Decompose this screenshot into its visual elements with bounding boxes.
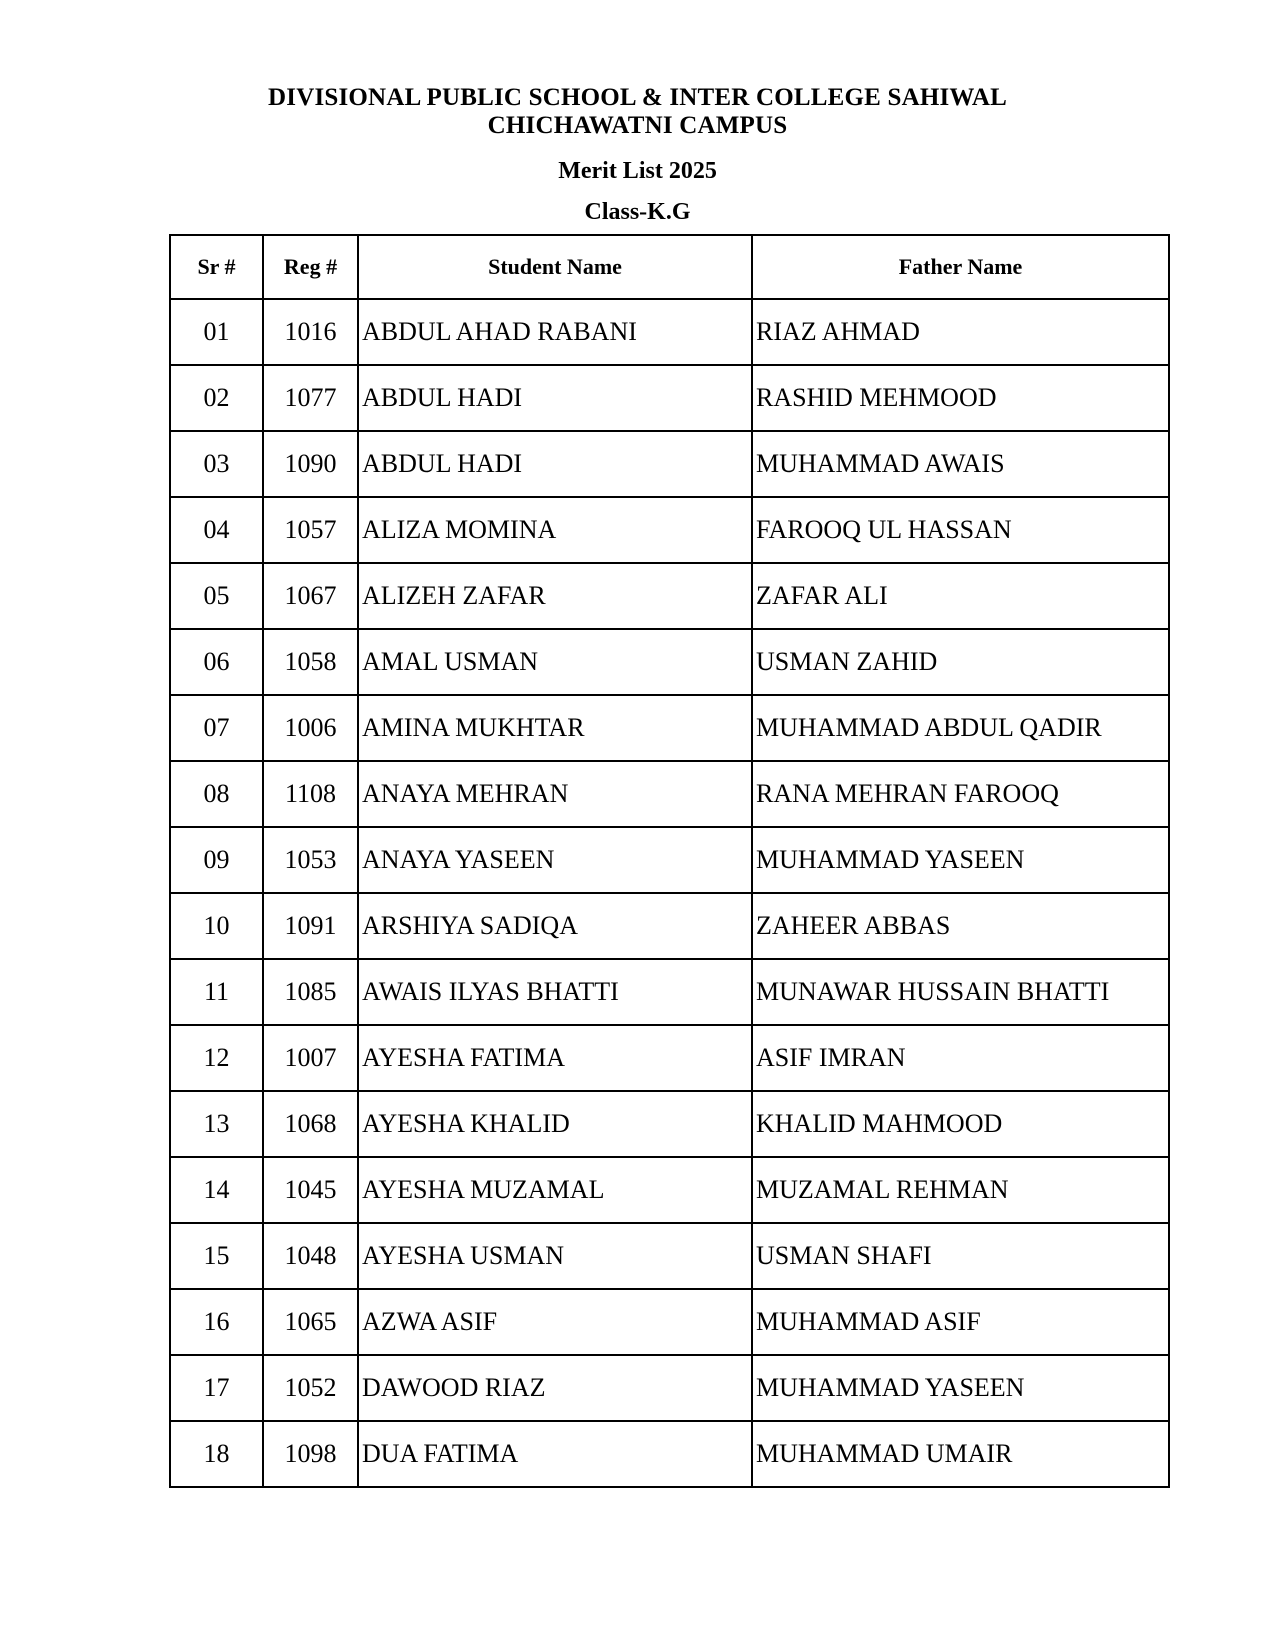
sr-number-cell: 06 bbox=[170, 629, 263, 695]
student-name-cell: ALIZEH ZAFAR bbox=[358, 563, 752, 629]
table-row bbox=[170, 827, 1169, 893]
sr-number-cell: 01 bbox=[170, 299, 263, 365]
reg-number-cell: 1085 bbox=[263, 959, 358, 1025]
table-row bbox=[170, 893, 1169, 959]
father-name-cell: USMAN ZAHID bbox=[752, 629, 1169, 695]
column-header-father-name: Father Name bbox=[752, 235, 1169, 299]
reg-number-cell: 1091 bbox=[263, 893, 358, 959]
sr-number-cell: 10 bbox=[170, 893, 263, 959]
campus-name: CHICHAWATNI CAMPUS bbox=[487, 112, 788, 139]
reg-number-cell: 1090 bbox=[263, 431, 358, 497]
reg-number-cell: 1067 bbox=[263, 563, 358, 629]
table-header-row bbox=[170, 235, 1169, 299]
student-name-cell: DUA FATIMA bbox=[358, 1421, 752, 1487]
sr-number-cell: 13 bbox=[170, 1091, 263, 1157]
table-row bbox=[170, 299, 1169, 365]
class-title: Class-K.G bbox=[584, 199, 691, 225]
sr-number-cell: 05 bbox=[170, 563, 263, 629]
student-name-cell: ANAYA MEHRAN bbox=[358, 761, 752, 827]
father-name-cell: MUHAMMAD ASIF bbox=[752, 1289, 1169, 1355]
reg-number-cell: 1098 bbox=[263, 1421, 358, 1487]
father-name-cell: FAROOQ UL HASSAN bbox=[752, 497, 1169, 563]
reg-number-cell: 1007 bbox=[263, 1025, 358, 1091]
reg-number-cell: 1108 bbox=[263, 761, 358, 827]
table-row bbox=[170, 431, 1169, 497]
sr-number-cell: 11 bbox=[170, 959, 263, 1025]
table-row bbox=[170, 1355, 1169, 1421]
sr-number-cell: 07 bbox=[170, 695, 263, 761]
student-name-cell: AWAIS ILYAS BHATTI bbox=[358, 959, 752, 1025]
father-name-cell: ASIF IMRAN bbox=[752, 1025, 1169, 1091]
sr-number-cell: 04 bbox=[170, 497, 263, 563]
student-name-cell: AMAL USMAN bbox=[358, 629, 752, 695]
table-row bbox=[170, 1421, 1169, 1487]
father-name-cell: MUZAMAL REHMAN bbox=[752, 1157, 1169, 1223]
student-name-cell: ANAYA YASEEN bbox=[358, 827, 752, 893]
reg-number-cell: 1068 bbox=[263, 1091, 358, 1157]
father-name-cell: RASHID MEHMOOD bbox=[752, 365, 1169, 431]
father-name-cell: MUHAMMAD YASEEN bbox=[752, 827, 1169, 893]
table-row bbox=[170, 629, 1169, 695]
reg-number-cell: 1077 bbox=[263, 365, 358, 431]
reg-number-cell: 1052 bbox=[263, 1355, 358, 1421]
merit-list-title: Merit List 2025 bbox=[558, 158, 717, 184]
reg-number-cell: 1006 bbox=[263, 695, 358, 761]
sr-number-cell: 16 bbox=[170, 1289, 263, 1355]
reg-number-cell: 1065 bbox=[263, 1289, 358, 1355]
student-name-cell: AYESHA USMAN bbox=[358, 1223, 752, 1289]
sr-number-cell: 12 bbox=[170, 1025, 263, 1091]
father-name-cell: ZAHEER ABBAS bbox=[752, 893, 1169, 959]
student-name-cell: AZWA ASIF bbox=[358, 1289, 752, 1355]
table-row bbox=[170, 959, 1169, 1025]
sr-number-cell: 08 bbox=[170, 761, 263, 827]
table-row bbox=[170, 365, 1169, 431]
table-row bbox=[170, 695, 1169, 761]
student-name-cell: AYESHA FATIMA bbox=[358, 1025, 752, 1091]
father-name-cell: RANA MEHRAN FAROOQ bbox=[752, 761, 1169, 827]
column-header-sr: Sr # bbox=[170, 235, 263, 299]
column-header-reg: Reg # bbox=[263, 235, 358, 299]
reg-number-cell: 1053 bbox=[263, 827, 358, 893]
column-header-student-name: Student Name bbox=[358, 235, 752, 299]
student-name-cell: AYESHA KHALID bbox=[358, 1091, 752, 1157]
merit-table bbox=[169, 234, 1170, 1488]
table-row bbox=[170, 1223, 1169, 1289]
table-row bbox=[170, 761, 1169, 827]
table-row bbox=[170, 563, 1169, 629]
table-row bbox=[170, 1157, 1169, 1223]
sr-number-cell: 15 bbox=[170, 1223, 263, 1289]
school-name: DIVISIONAL PUBLIC SCHOOL & INTER COLLEGE SAHIWAL bbox=[268, 84, 1007, 111]
sr-number-cell: 18 bbox=[170, 1421, 263, 1487]
sr-number-cell: 03 bbox=[170, 431, 263, 497]
student-name-cell: ABDUL AHAD RABANI bbox=[358, 299, 752, 365]
table-row bbox=[170, 1091, 1169, 1157]
reg-number-cell: 1057 bbox=[263, 497, 358, 563]
father-name-cell: USMAN SHAFI bbox=[752, 1223, 1169, 1289]
table-row bbox=[170, 1289, 1169, 1355]
sr-number-cell: 02 bbox=[170, 365, 263, 431]
student-name-cell: AMINA MUKHTAR bbox=[358, 695, 752, 761]
father-name-cell: KHALID MAHMOOD bbox=[752, 1091, 1169, 1157]
student-name-cell: DAWOOD RIAZ bbox=[358, 1355, 752, 1421]
reg-number-cell: 1058 bbox=[263, 629, 358, 695]
father-name-cell: RIAZ AHMAD bbox=[752, 299, 1169, 365]
sr-number-cell: 09 bbox=[170, 827, 263, 893]
student-name-cell: ABDUL HADI bbox=[358, 365, 752, 431]
student-name-cell: ABDUL HADI bbox=[358, 431, 752, 497]
father-name-cell: MUNAWAR HUSSAIN BHATTI bbox=[752, 959, 1169, 1025]
student-name-cell: ARSHIYA SADIQA bbox=[358, 893, 752, 959]
merit-table-body bbox=[170, 299, 1169, 1487]
sr-number-cell: 14 bbox=[170, 1157, 263, 1223]
student-name-cell: ALIZA MOMINA bbox=[358, 497, 752, 563]
father-name-cell: MUHAMMAD YASEEN bbox=[752, 1355, 1169, 1421]
table-row bbox=[170, 1025, 1169, 1091]
father-name-cell: MUHAMMAD UMAIR bbox=[752, 1421, 1169, 1487]
father-name-cell: MUHAMMAD ABDUL QADIR bbox=[752, 695, 1169, 761]
reg-number-cell: 1045 bbox=[263, 1157, 358, 1223]
table-row bbox=[170, 497, 1169, 563]
reg-number-cell: 1048 bbox=[263, 1223, 358, 1289]
father-name-cell: MUHAMMAD AWAIS bbox=[752, 431, 1169, 497]
father-name-cell: ZAFAR ALI bbox=[752, 563, 1169, 629]
sr-number-cell: 17 bbox=[170, 1355, 263, 1421]
reg-number-cell: 1016 bbox=[263, 299, 358, 365]
document-header bbox=[0, 0, 1275, 225]
student-name-cell: AYESHA MUZAMAL bbox=[358, 1157, 752, 1223]
